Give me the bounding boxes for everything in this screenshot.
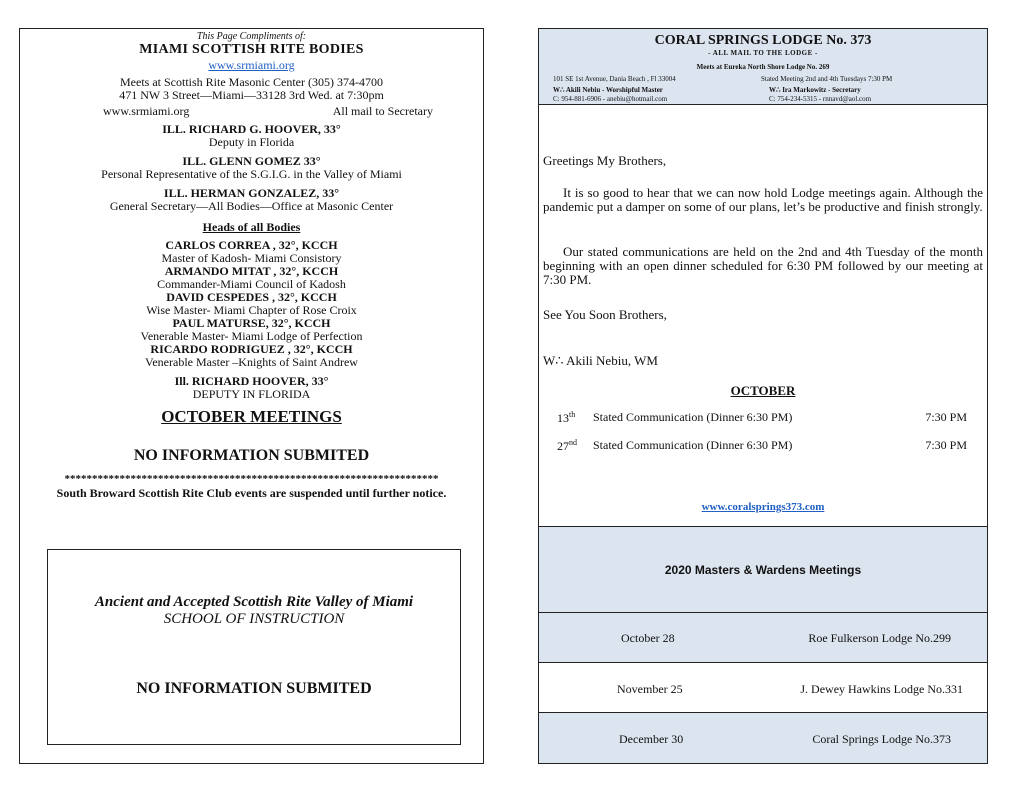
head-entry (20, 239, 483, 265)
heads-title: Heads of all Bodies (202, 220, 301, 234)
table-row (539, 662, 987, 712)
event-day: 13th (557, 410, 576, 425)
lodge-website-link[interactable]: www.coralsprings373.com (701, 501, 825, 513)
mw-title: 2020 Masters & Wardens Meetings (664, 563, 862, 577)
head-entry (20, 265, 483, 291)
mail-note: All mail to Secretary (332, 104, 433, 118)
october-meetings-title: OCTOBER MEETINGS (161, 407, 342, 426)
head-entry (20, 375, 483, 401)
mw-lodge: Roe Fulkerson Lodge No.299 (808, 631, 951, 645)
secretary-contact: C: 754-234-5315 - rnnavd@aol.com (769, 95, 872, 103)
mw-date: October 28 (621, 631, 675, 645)
event-desc: Stated Communication (Dinner 6:30 PM) (593, 410, 793, 424)
mw-lodge: J. Dewey Hawkins Lodge No.331 (800, 682, 963, 696)
head-role: Commander-Miami Council of Kadosh (157, 277, 346, 291)
paragraph-2: Our stated communications are held on the 2nd and 4th Tuesday of the month beginning with an open dinner scheduled for 6:30 PM followed by our meeting at 7:30 PM. (543, 244, 983, 287)
mw-title-row (539, 526, 987, 612)
officer-entry (20, 187, 483, 213)
mw-lodge: Coral Springs Lodge No.373 (812, 732, 951, 746)
event-desc: Stated Communication (Dinner 6:30 PM) (593, 438, 793, 452)
head-name: Ill. RICHARD HOOVER, 33° (174, 374, 329, 388)
lodge-address: 101 SE 1st Avenue, Dania Beach , Fl 33004 (553, 75, 676, 83)
officer-entry (20, 155, 483, 181)
head-entry (20, 343, 483, 369)
head-name: RICARDO RODRIGUEZ , 32°, KCCH (150, 342, 353, 356)
event-time: 7:30 PM (925, 438, 967, 452)
mw-date: November 25 (617, 682, 683, 696)
officer-entry (20, 123, 483, 149)
officer-role: Personal Representative of the S.G.I.G. in the Valley of Miami (101, 167, 402, 181)
left-page (19, 28, 484, 764)
stated-meeting: Stated Meeting 2nd and 4th Tuesdays 7:30 PM (761, 75, 893, 83)
signature: W∴ Akili Nebiu, WM (543, 353, 658, 368)
head-role: Venerable Master –Knights of Saint Andrew (145, 355, 358, 369)
lodge-header (539, 29, 987, 105)
masters-wardens-table (539, 526, 987, 763)
web-mail-row (20, 105, 483, 118)
secretary-label: W∴ Ira Markowitz - Secretary (769, 86, 861, 94)
head-name: PAUL MATURSE, 32°, KCCH (172, 316, 331, 330)
org-website-link[interactable]: www.srmiami.org (208, 58, 295, 72)
head-entry (20, 317, 483, 343)
lodge-title: CORAL SPRINGS LODGE No. 373 (654, 33, 872, 48)
left-header (20, 31, 483, 102)
head-name: CARLOS CORREA , 32°, KCCH (165, 238, 338, 252)
master-contact: C: 954-881-6906 - anebiu@hotmail.com (553, 95, 668, 103)
officer-role: General Secretary—All Bodies—Office at Masonic Center (109, 199, 394, 213)
meets-line-2: 471 NW 3 Street—Miami—33128 3rd Wed. at 7:30pm (119, 88, 384, 102)
right-page (538, 28, 988, 764)
table-row (539, 712, 987, 763)
lodge-mail-note: - ALL MAIL TO THE LODGE - (708, 49, 818, 57)
no-info-text: NO INFORMATION SUBMITED (133, 447, 370, 464)
compliments-text: This Page Compliments of: (196, 31, 307, 42)
event-day: 27nd (557, 438, 577, 453)
officer-role: Deputy in Florida (208, 135, 295, 149)
club-note: South Broward Scottish Rite Club events are suspended until further notice. (56, 486, 447, 500)
school-no-info: NO INFORMATION SUBMITED (136, 680, 372, 697)
meets-line-1: Meets at Scottish Rite Masonic Center (305) 374-4700 (120, 75, 383, 89)
head-role: DEPUTY IN FLORIDA (192, 387, 311, 401)
event-time: 7:30 PM (925, 410, 967, 424)
web-plain: www.srmiami.org (103, 104, 190, 118)
head-name: DAVID CESPEDES , 32°, KCCH (166, 290, 337, 304)
greeting: Greetings My Brothers, (543, 153, 667, 168)
head-role: Wise Master- Miami Chapter of Rose Croix (146, 303, 357, 317)
head-role: Venerable Master- Miami Lodge of Perfection (140, 329, 363, 343)
paragraph-1: It is so good to hear that we can now hold Lodge meetings again. Although the pandemic put a damper on some of our plans, let’s be productive and finish strongly. (543, 185, 983, 214)
meets-at: Meets at Eureka North Shore Lodge No. 269 (696, 63, 830, 71)
org-name: MIAMI SCOTTISH RITE BODIES (139, 42, 364, 57)
master-label: W∴ Akili Nebiu - Worshipful Master (553, 86, 663, 94)
officer-name: ILL. RICHARD G. HOOVER, 33° (162, 122, 341, 136)
officers-list (20, 123, 483, 500)
stars-divider: ******************************************************************** (64, 473, 439, 485)
school-title (48, 594, 460, 628)
closing: See You Soon Brothers, (543, 307, 667, 322)
table-row (539, 612, 987, 662)
school-line-1: Ancient and Accepted Scottish Rite Valley of Miami (94, 594, 414, 610)
month-heading: OCTOBER (730, 383, 796, 398)
school-box (47, 549, 461, 745)
mw-date: December 30 (619, 732, 684, 746)
head-entry (20, 291, 483, 317)
head-role: Master of Kadosh- Miami Consistory (161, 251, 342, 265)
officer-name: ILL. HERMAN GONZALEZ, 33° (163, 186, 340, 200)
head-name: ARMANDO MITAT , 32°, KCCH (164, 264, 339, 278)
officer-name: ILL. GLENN GOMEZ 33° (182, 154, 321, 168)
month-heading-wrap (539, 382, 987, 400)
school-line-2: SCHOOL OF INSTRUCTION (163, 611, 345, 627)
